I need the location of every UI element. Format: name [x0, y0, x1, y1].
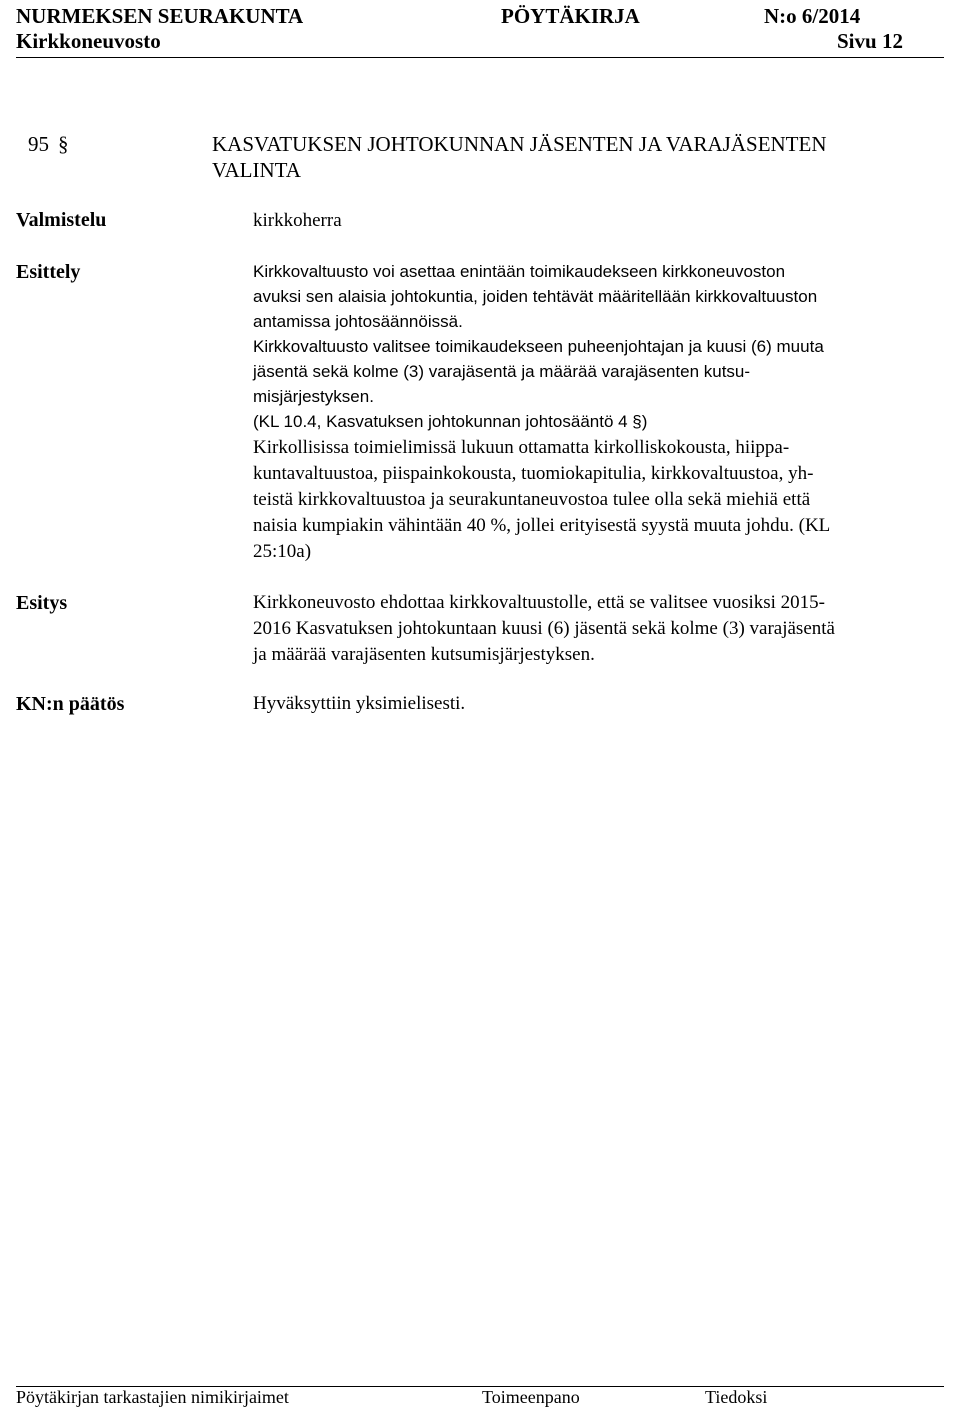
- esittely-line: 25:10a): [253, 541, 312, 562]
- esittely-line: Kirkollisissa toimielimissä lukuun ottamatta kirkolliskokousta, hiippa-: [253, 437, 790, 458]
- header-doc-type: PÖYTÄKIRJA: [501, 4, 640, 28]
- footer-initials: Pöytäkirjan tarkastajien nimikirjaimet: [16, 1387, 289, 1407]
- paatos-text: Hyväksyttiin yksimielisesti.: [253, 693, 466, 714]
- header-page: Sivu 12: [837, 29, 903, 53]
- header-rule: [16, 57, 944, 58]
- esittely-line: Kirkkovaltuusto voi asettaa enintään toimikaudekseen kirkkoneuvoston: [253, 262, 786, 281]
- esittely-line: antamissa johtosäännöissä.: [253, 312, 463, 331]
- header-org: NURMEKSEN SEURAKUNTA: [16, 4, 304, 28]
- valmistelu-label: Valmistelu: [16, 209, 107, 231]
- esittely-line: kuntavaltuustoa, piispainkokousta, tuomiokapitulia, kirkkovaltuustoa, yh-: [253, 463, 814, 484]
- esittely-line: (KL 10.4, Kasvatuksen johtokunnan johtosääntö 4 §): [253, 412, 648, 431]
- section-title-line2: VALINTA: [212, 158, 301, 182]
- footer-tiedoksi: Tiedoksi: [705, 1387, 768, 1407]
- paatos-label: KN:n päätös: [16, 693, 125, 715]
- header-body: Kirkkoneuvosto: [16, 29, 161, 53]
- section-title-line1: KASVATUKSEN JOHTOKUNNAN JÄSENTEN JA VARAJÄSENTEN: [212, 132, 827, 156]
- esittely-line: misjärjestyksen.: [253, 387, 374, 406]
- footer-toimeenpano: Toimeenpano: [482, 1387, 580, 1407]
- esitys-line: 2016 Kasvatuksen johtokuntaan kuusi (6) jäsentä sekä kolme (3) varajäsentä: [253, 618, 835, 639]
- esitys-line: ja määrää varajäsenten kutsumisjärjestyksen.: [253, 644, 595, 665]
- section-symbol: §: [58, 132, 69, 156]
- esittely-line: Kirkkovaltuusto valitsee toimikaudekseen puheenjohtajan ja kuusi (6) muuta: [253, 337, 824, 356]
- esittely-line: teistä kirkkovaltuustoa ja seurakuntaneuvostoa tulee olla sekä miehiä että: [253, 489, 811, 510]
- esittely-line: jäsentä sekä kolme (3) varajäsentä ja määrää varajäsenten kutsu-: [253, 362, 751, 381]
- esittely-line: avuksi sen alaisia johtokuntia, joiden tehtävät määritellään kirkkovaltuuston: [253, 287, 818, 306]
- section-number: 95: [28, 132, 49, 156]
- esittely-label: Esittely: [16, 261, 81, 283]
- esittely-line: naisia kumpiakin vähintään 40 %, jollei erityisestä syystä muuta johdu. (KL: [253, 515, 831, 536]
- header-number: N:o 6/2014: [764, 4, 861, 28]
- valmistelu-text: kirkkoherra: [253, 210, 342, 231]
- esitys-label: Esitys: [16, 592, 68, 614]
- esitys-line: Kirkkoneuvosto ehdottaa kirkkovaltuustolle, että se valitsee vuosiksi 2015-: [253, 592, 826, 613]
